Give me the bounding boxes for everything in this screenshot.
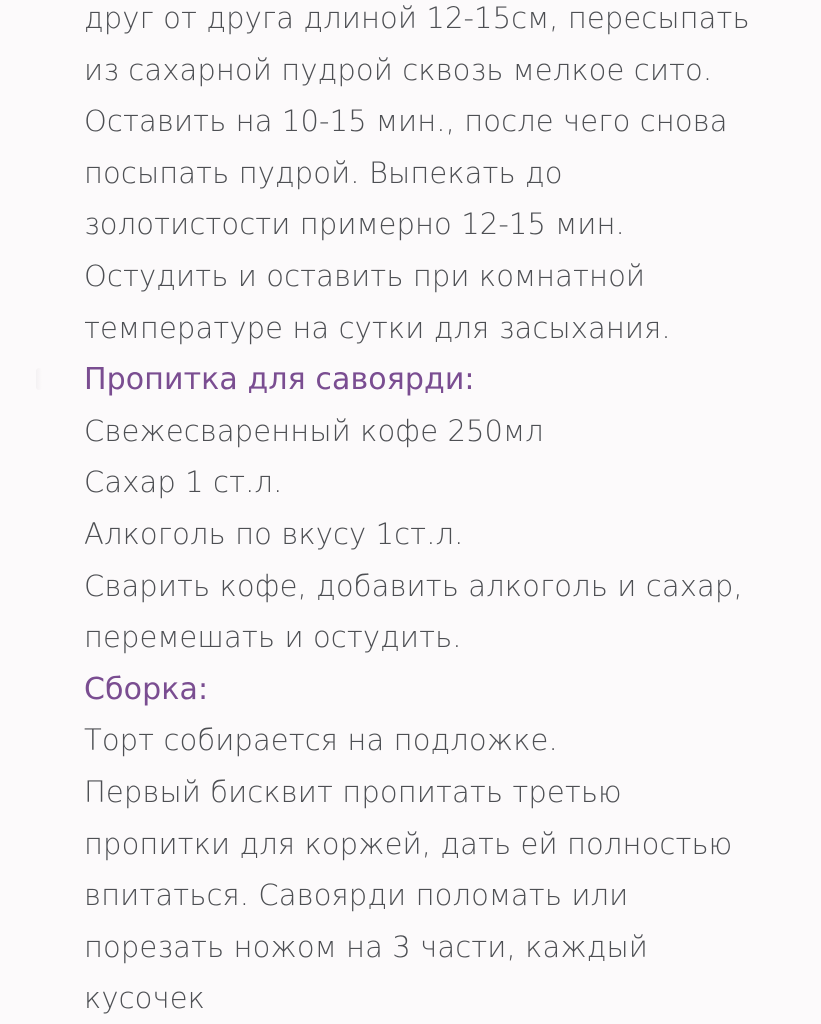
section-heading-assembly: Сборка: xyxy=(84,671,209,707)
text-line: друг от друга длиной 12-15см, пересыпать xyxy=(84,1,750,35)
text-line: кусочек xyxy=(84,981,205,1016)
section-heading-soak: Пропитка для савоярди: xyxy=(84,362,475,398)
text-line: Остудить и оставить при комнатной xyxy=(84,258,646,293)
text-line: перемешать и остудить. xyxy=(84,620,462,655)
text-line: золотистости примерно 12-15 мин. xyxy=(84,207,625,242)
text-line: Торт собирается на подложке. xyxy=(84,723,558,758)
text-line: из сахарной пудрой сквозь мелкое сито. xyxy=(84,52,713,87)
recipe-text xyxy=(84,0,804,1024)
text-line: Сварить кофе, добавить алкоголь и сахар, xyxy=(84,568,743,603)
text-line: Алкоголь по вкусу 1ст.л. xyxy=(84,516,464,551)
text-line: пропитки для коржей, дать ей полностью xyxy=(84,826,733,861)
text-line: температуре на сутки для засыхания. xyxy=(84,310,671,345)
text-line: Свежесваренный кофе 250мл xyxy=(84,413,544,448)
text-line: порезать ножом на 3 части, каждый xyxy=(84,929,648,964)
text-line: посыпать пудрой. Выпекать до xyxy=(84,155,563,190)
text-line: впитаться. Савоярди поломать или xyxy=(84,878,629,913)
text-line: Сахар 1 ст.л. xyxy=(84,465,283,500)
edge-mark xyxy=(36,368,42,390)
text-line: Первый бисквит пропитать третью xyxy=(84,774,622,809)
text-line: Оставить на 10-15 мин., после чего снова xyxy=(84,104,728,139)
